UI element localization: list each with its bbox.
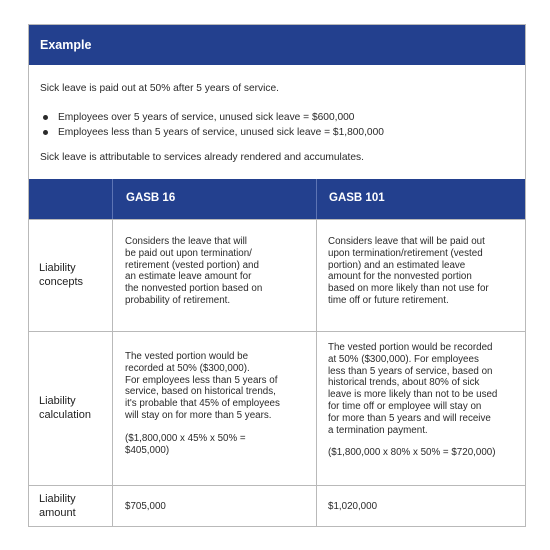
column-divider — [112, 486, 113, 527]
cell-line: less than 5 years of service, based on — [328, 365, 493, 377]
list-item — [40, 125, 384, 140]
table-row — [29, 485, 525, 527]
cell-line: portion) and an estimated leave — [328, 259, 466, 271]
cell-line: leave is more likely than not to be used — [328, 389, 498, 401]
cell-line: time off or future retirement. — [328, 294, 449, 306]
cell-formula-line: ($1,800,000 x 80% x 50% = $720,000) — [328, 447, 496, 459]
column-divider — [316, 179, 317, 219]
cell-gasb101-amount: $1,020,000 — [328, 501, 378, 512]
row-label-line: Liability — [39, 262, 76, 274]
bullet-text: Employees less than 5 years of service, unused sick leave = $1,800,000 — [58, 127, 384, 138]
cell-line: for time off or employee will stay on — [328, 400, 482, 412]
cell-line: probability of retirement. — [125, 294, 231, 306]
cell-line: will stay on for more than 5 years. — [125, 409, 272, 421]
column-divider — [316, 220, 317, 331]
row-label-line: concepts — [39, 276, 84, 288]
cell-gasb101 — [328, 236, 520, 307]
cell-formula-line: $405,000) — [125, 444, 170, 456]
cell-gasb101 — [328, 342, 520, 459]
example-panel — [28, 24, 526, 527]
cell-gasb16-amount: $705,000 — [125, 501, 166, 512]
row-label-line: calculation — [39, 409, 91, 421]
column-divider — [316, 332, 317, 485]
row-label — [39, 261, 109, 289]
cell-formula-line: ($1,800,000 x 45% x 50% = — [125, 432, 246, 444]
cell-line: The vested portion would be — [125, 351, 249, 362]
cell-line: a termination payment. — [328, 424, 428, 436]
bullet-text: Employees over 5 years of service, unused sick leave = $600,000 — [58, 112, 355, 123]
cell-line: amount for the nonvested portion — [328, 271, 472, 283]
table-row — [29, 331, 525, 485]
cell-line: The vested portion would be recorded — [328, 342, 493, 353]
intro-line-1: Sick leave is paid out at 50% after 5 years of service. — [40, 83, 279, 94]
cell-line: at 50% ($300,000). For employees — [328, 353, 479, 365]
column-divider — [112, 332, 113, 485]
cell-line: recorded at 50% ($300,000). — [125, 362, 250, 374]
table-row — [29, 219, 525, 331]
cell-line: it's probable that 45% of employees — [125, 398, 280, 410]
cell-line: Considers leave that will be paid out — [328, 236, 485, 247]
cell-line: based on more likely than not use for — [328, 283, 489, 295]
column-header-gasb16: GASB 16 — [126, 192, 176, 204]
row-label — [39, 394, 109, 422]
cell-line: for more than 5 years and will receive — [328, 412, 491, 424]
bullet-icon — [43, 115, 48, 120]
cell-gasb16 — [125, 351, 310, 456]
panel-title: Example — [29, 25, 525, 65]
row-label-line: Liability — [39, 493, 76, 505]
column-header-gasb101: GASB 101 — [329, 192, 385, 204]
cell-line: an estimate leave amount for — [125, 271, 252, 283]
column-divider — [316, 486, 317, 527]
cell-line: be paid out upon termination/ — [125, 247, 252, 259]
cell-line: Considers the leave that will — [125, 236, 247, 247]
cell-line: retirement (vested portion) and — [125, 259, 259, 271]
list-item — [40, 110, 384, 125]
cell-line: historical trends, about 80% of sick — [328, 377, 480, 389]
row-label-line: amount — [39, 507, 76, 519]
cell-line: service, based on historical trends, — [125, 386, 276, 398]
row-label-line: Liability — [39, 395, 76, 407]
table-header — [29, 179, 525, 219]
column-divider — [112, 179, 113, 219]
cell-line: upon termination/retirement (vested — [328, 247, 483, 259]
bullet-icon — [43, 130, 48, 135]
cell-gasb16 — [125, 236, 310, 307]
intro-line-2: Sick leave is attributable to services already rendered and accumulates. — [40, 152, 364, 163]
row-label — [39, 492, 109, 520]
column-divider — [112, 220, 113, 331]
intro-bullet-list — [40, 110, 384, 140]
cell-line: For employees less than 5 years of — [125, 374, 278, 386]
cell-line: the nonvested portion based on — [125, 283, 263, 295]
